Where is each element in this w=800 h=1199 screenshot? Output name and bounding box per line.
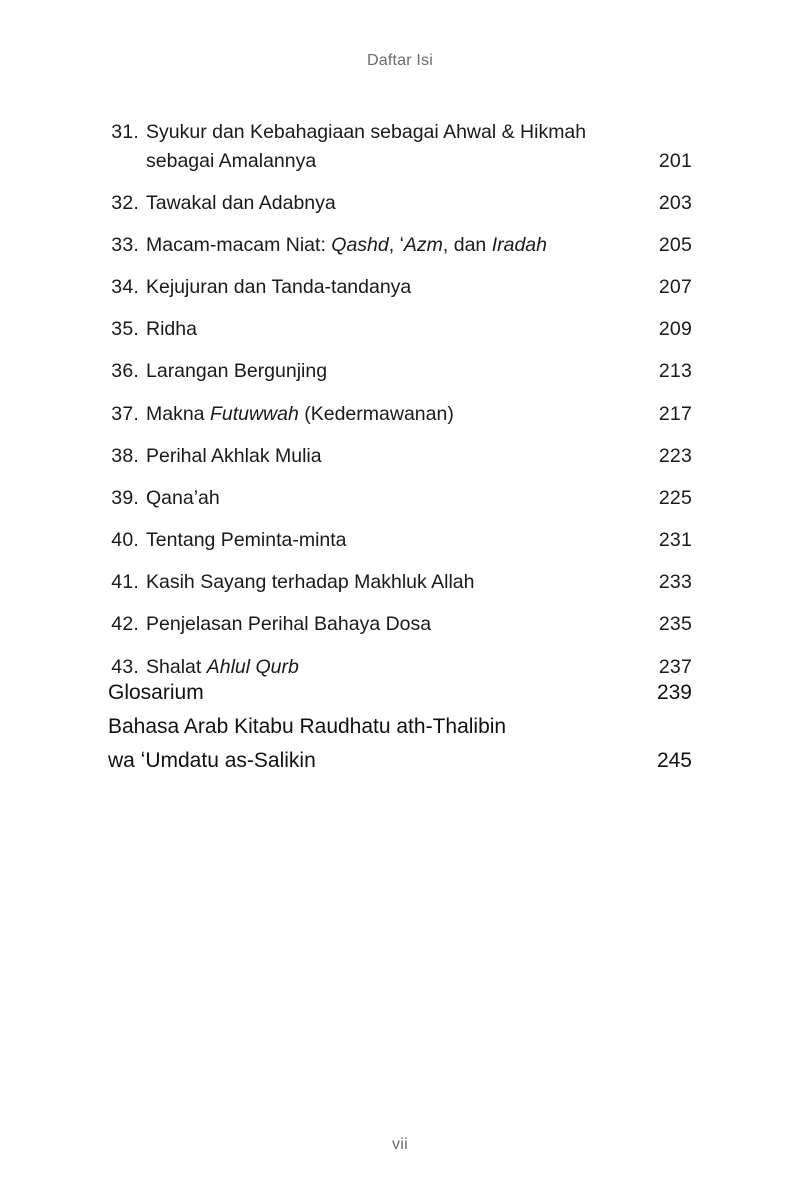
toc-entry-line — [146, 400, 692, 429]
toc-entry[interactable] — [108, 442, 692, 471]
toc-entry-body — [146, 442, 692, 471]
toc-entry-title: Syukur dan Kebahagiaan sebagai Ahwal & Hikmah — [146, 121, 587, 143]
toc-entry-title: Tentang Peminta-minta — [146, 529, 347, 552]
toc-entry[interactable] — [108, 357, 692, 386]
backmatter-entry-title: Bahasa Arab Kitabu Raudhatu ath-Thalibin — [108, 715, 507, 739]
title-term-italic: Azm — [403, 233, 443, 256]
title-text: Shalat — [146, 655, 207, 678]
toc-entry-page-number: 203 — [658, 191, 692, 214]
toc-entry-body — [146, 189, 692, 218]
toc-entry[interactable] — [108, 189, 692, 218]
toc-entry-number: 32. — [111, 191, 139, 214]
title-text: (Kedermawanan) — [298, 402, 454, 425]
toc-entry-number: 36. — [111, 360, 139, 383]
toc-entry-number: 41. — [111, 571, 139, 594]
toc-entry[interactable] — [108, 273, 692, 302]
toc-entry-line — [146, 118, 692, 147]
toc-entry-body — [146, 273, 692, 302]
toc-entry-number: 42. — [111, 613, 139, 636]
toc-entry-number: 39. — [111, 486, 139, 509]
toc-entry[interactable] — [108, 231, 692, 260]
toc-entry-line — [146, 484, 692, 513]
toc-entry-page-number: 209 — [658, 318, 692, 341]
toc-entry[interactable] — [108, 484, 692, 513]
backmatter-entry-title: wa ʻUmdatu as-Salikin — [108, 749, 316, 773]
backmatter-entry-title: Glosarium — [108, 681, 204, 704]
toc-entry-body — [146, 231, 692, 260]
toc-entry-page-number: 235 — [658, 613, 692, 636]
toc-entry-number: 35. — [111, 318, 139, 341]
toc-entry-page-number: 205 — [658, 233, 692, 256]
toc-entry-title: Kejujuran dan Tanda-tandanya — [146, 276, 412, 299]
title-term-italic: Qashd — [331, 233, 389, 256]
page-folio: vii — [391, 1136, 408, 1153]
backmatter-entry[interactable] — [108, 710, 692, 744]
backmatter-entry[interactable] — [108, 676, 692, 710]
toc-entry-number: 38. — [111, 444, 139, 467]
title-text: , ʻ — [388, 233, 404, 256]
backmatter-list — [108, 676, 692, 778]
toc-entry-body — [146, 610, 692, 639]
title-text: Makna — [146, 402, 210, 425]
backmatter-entry-page-number: 245 — [656, 749, 692, 773]
toc-entry-line — [146, 442, 692, 471]
toc-entry-body — [146, 118, 692, 175]
toc-entry-page-number: 233 — [658, 571, 692, 594]
toc-entry-line — [146, 526, 692, 555]
toc-entry[interactable] — [108, 315, 692, 344]
toc-entry-page-number: 207 — [658, 276, 692, 299]
toc-entry-body — [146, 357, 692, 386]
toc-entry-page-number: 223 — [658, 444, 692, 467]
toc-entry-page-number: 231 — [658, 529, 692, 552]
toc-entry-title — [146, 231, 646, 260]
toc-entry-number: 37. — [111, 402, 139, 425]
toc-entry-line — [146, 231, 692, 260]
toc-entry-line — [146, 189, 692, 218]
toc-entry-page-number: 201 — [658, 149, 692, 172]
toc-entry-body — [146, 484, 692, 513]
backmatter-entry[interactable] — [108, 744, 692, 778]
toc-entry[interactable] — [108, 118, 692, 175]
toc-entry-title: Tawakal dan Adabnya — [146, 191, 336, 214]
toc-entry-line — [146, 357, 692, 386]
toc-entry-body — [146, 526, 692, 555]
toc-entry[interactable] — [108, 568, 692, 597]
toc-entry-page-number: 225 — [658, 486, 692, 509]
toc-entry-page-number: 213 — [658, 360, 692, 383]
toc-entry-title: Perihal Akhlak Mulia — [146, 444, 322, 467]
toc-entry-title — [146, 400, 646, 429]
toc-entry-title: Penjelasan Perihal Bahaya Dosa — [146, 613, 432, 636]
title-term-italic: Futuwwah — [209, 402, 299, 425]
toc-entry-title: Larangan Bergunjing — [146, 360, 328, 383]
title-term-italic: Iradah — [491, 233, 547, 256]
toc-entry-number: 34. — [111, 276, 139, 299]
toc-entry-number: 40. — [111, 529, 139, 552]
table-of-contents-list — [108, 118, 692, 695]
toc-entry-title: Qana’ah — [146, 486, 220, 509]
toc-entry-body — [146, 568, 692, 597]
toc-entry-page-number: 217 — [658, 402, 692, 425]
toc-entry-number: 31. — [111, 121, 139, 143]
toc-entry-body — [146, 315, 692, 344]
backmatter-entry-page-number: 239 — [656, 681, 692, 704]
toc-entry-number: 43. — [111, 655, 139, 678]
toc-entry[interactable] — [108, 400, 692, 429]
toc-entry-title: sebagai Amalannya — [146, 149, 317, 172]
toc-entry-line — [146, 610, 692, 639]
title-text: , dan — [442, 233, 492, 256]
toc-entry[interactable] — [108, 526, 692, 555]
title-term-italic: Ahlul Qurb — [206, 655, 299, 678]
toc-entry-line — [146, 568, 692, 597]
toc-entry-body — [146, 400, 692, 429]
toc-entry-number: 33. — [111, 233, 139, 256]
toc-entry-line — [146, 273, 692, 302]
toc-entry-title: Kasih Sayang terhadap Makhluk Allah — [146, 571, 475, 594]
toc-entry-line — [146, 315, 692, 344]
title-text: Macam-macam Niat: — [146, 233, 332, 256]
toc-entry-title: Ridha — [146, 318, 197, 341]
toc-entry[interactable] — [108, 610, 692, 639]
toc-entry-page-number: 237 — [658, 655, 692, 678]
running-header: Daftar Isi — [366, 52, 433, 69]
toc-entry-line — [146, 147, 692, 176]
